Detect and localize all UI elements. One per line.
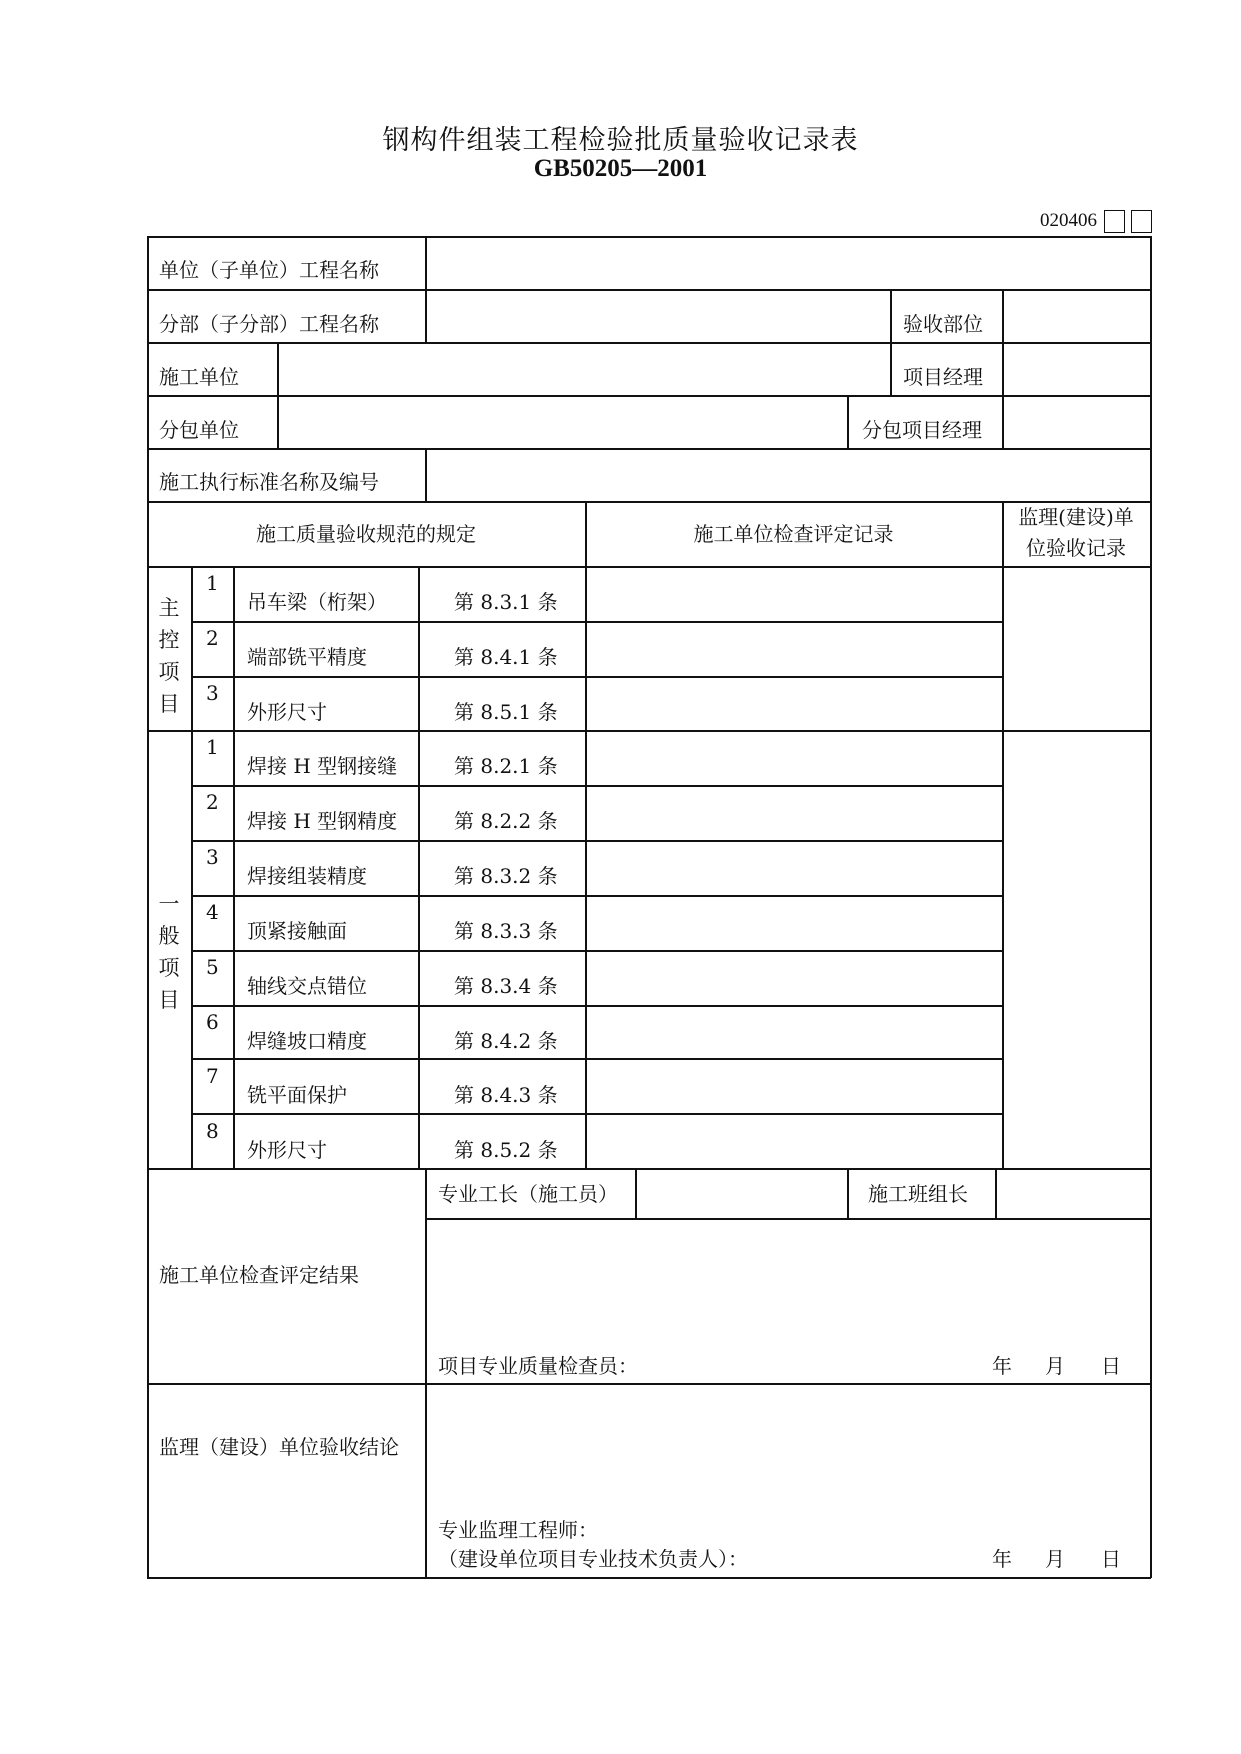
- project-manager-label: 项目经理: [903, 365, 983, 389]
- item-name: 端部铣平精度: [247, 645, 367, 669]
- spec-column-header: 施工质量验收规范的规定: [256, 522, 476, 546]
- item-clause: 第 8.3.4 条: [454, 974, 558, 998]
- item-name: 外形尺寸: [247, 700, 327, 724]
- construction-result-label: 施工单位检查评定结果: [159, 1263, 359, 1287]
- general-group-label: 一 般 项 目: [158, 892, 180, 1012]
- item-name: 顶紧接触面: [247, 919, 347, 943]
- form-code-box-2[interactable]: [1131, 210, 1152, 233]
- supervising-engineer-label: 专业监理工程师：: [438, 1518, 598, 1542]
- accept-part-label: 验收部位: [903, 312, 983, 336]
- item-clause: 第 8.4.2 条: [454, 1029, 558, 1053]
- item-name: 焊接组装精度: [247, 864, 367, 888]
- day-label: 日: [1101, 1547, 1121, 1571]
- item-name: 外形尺寸: [247, 1138, 327, 1162]
- document-title: 钢构件组装工程检验批质量验收记录表: [382, 125, 859, 156]
- form-code-box-1[interactable]: [1104, 210, 1125, 233]
- supervision-column-header-line2: 位验收记录: [1026, 536, 1126, 560]
- item-number: 1: [206, 571, 219, 595]
- item-name: 轴线交点错位: [247, 974, 367, 998]
- item-clause: 第 8.2.1 条: [454, 754, 558, 778]
- supervision-column-header-line1: 监理(建设)单: [1018, 505, 1134, 529]
- item-clause: 第 8.3.1 条: [454, 590, 558, 614]
- item-number: 3: [206, 845, 219, 869]
- day-label: 日: [1101, 1354, 1121, 1378]
- year-label: 年: [992, 1547, 1012, 1571]
- team-leader-label: 施工班组长: [868, 1182, 968, 1206]
- quality-inspector-label: 项目专业质量检查员：: [438, 1354, 638, 1378]
- item-name: 焊缝坡口精度: [247, 1029, 367, 1053]
- item-number: 7: [206, 1064, 219, 1088]
- item-clause: 第 8.2.2 条: [454, 809, 558, 833]
- constructor-label: 施工单位: [159, 365, 239, 389]
- item-number: 1: [206, 735, 219, 759]
- sub-project-label: 分部（子分部）工程名称: [159, 312, 379, 336]
- item-number: 2: [206, 626, 219, 650]
- item-clause: 第 8.3.3 条: [454, 919, 558, 943]
- item-clause: 第 8.4.1 条: [454, 645, 558, 669]
- standard-name-label: 施工执行标准名称及编号: [159, 470, 379, 494]
- main-control-group-label: 主 控 项 目: [158, 596, 180, 716]
- form-code: 020406: [1040, 210, 1097, 231]
- record-column-header: 施工单位检查评定记录: [693, 522, 894, 546]
- month-label: 月: [1045, 1547, 1065, 1571]
- item-number: 5: [206, 955, 219, 979]
- item-name: 铣平面保护: [247, 1083, 347, 1107]
- item-clause: 第 8.3.2 条: [454, 864, 558, 888]
- item-clause: 第 8.5.1 条: [454, 700, 558, 724]
- month-label: 月: [1045, 1354, 1065, 1378]
- unit-project-label: 单位（子单位）工程名称: [159, 258, 379, 282]
- supervision-result-label: 监理（建设）单位验收结论: [159, 1435, 399, 1459]
- item-number: 3: [206, 681, 219, 705]
- item-name: 焊接 H 型钢接缝: [247, 754, 398, 778]
- item-clause: 第 8.5.2 条: [454, 1138, 558, 1162]
- item-number: 8: [206, 1119, 219, 1143]
- item-name: 焊接 H 型钢精度: [247, 809, 398, 833]
- sub-project-manager-label: 分包项目经理: [862, 418, 982, 442]
- standard-code: GB50205—2001: [533, 155, 708, 182]
- item-number: 2: [206, 790, 219, 814]
- year-label: 年: [992, 1354, 1012, 1378]
- owner-representative-label: （建设单位项目专业技术负责人）：: [438, 1547, 748, 1571]
- item-name: 吊车梁（桁架）: [247, 590, 387, 614]
- subcontractor-label: 分包单位: [159, 418, 239, 442]
- item-number: 4: [206, 900, 219, 924]
- item-clause: 第 8.4.3 条: [454, 1083, 558, 1107]
- foreman-label: 专业工长（施工员）: [438, 1182, 618, 1206]
- item-number: 6: [206, 1010, 219, 1034]
